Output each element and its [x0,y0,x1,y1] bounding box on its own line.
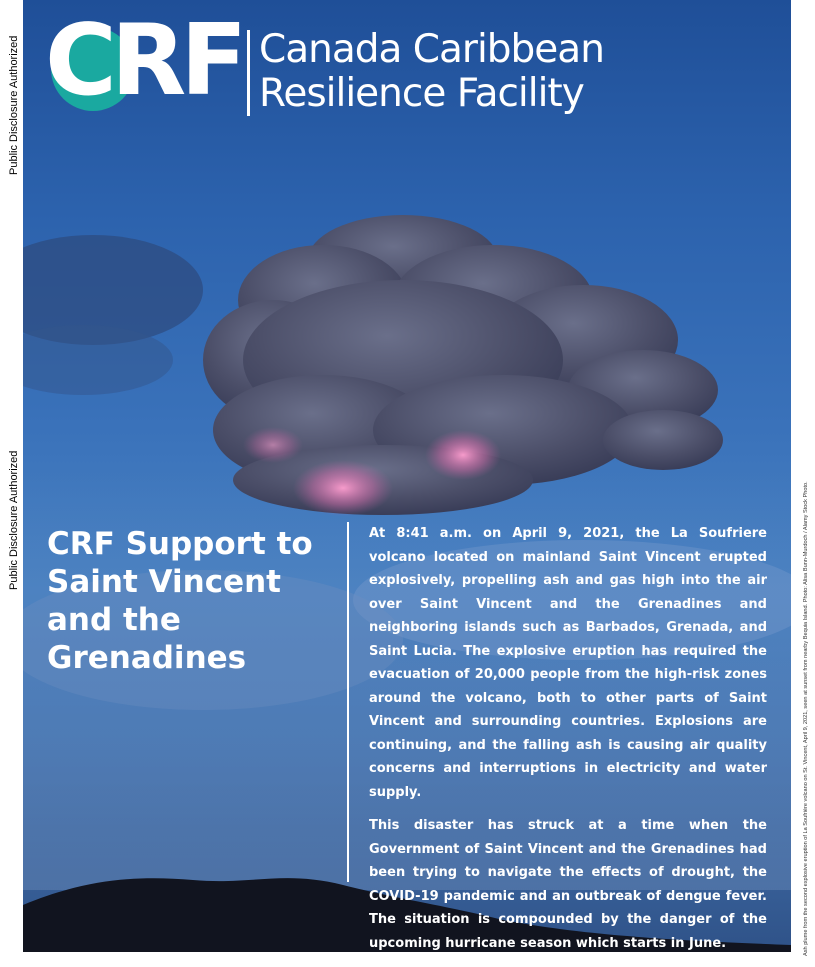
disclosure-label-bottom: Public Disclosure Authorized [8,450,20,590]
body-paragraph-1: At 8:41 a.m. on April 9, 2021, the La Soufriere volcano located on mainland Saint Vincent erupted explosively, propelling ash and gas high into the air over Saint Vincent and the Grenadines and neighboring islands such as Barbados, Grenada, and Saint Lucia. The explosive eruption has required the evacuation of 20,000 people from the high-risk zones around the volcano, both to other parts of Saint Vincent and surrounding countries. Explosions are continuing, and the falling ash is causing air quality concerns and interruptions in electricity and water supply. [369,526,767,800]
body-paragraph-2: This disaster has struck at a time when the Government of Saint Vincent and the Grenadines had been trying to navigate the effects of drought, the COVID-19 pandemic and an outbreak of dengue fever. The situation is compounded by the danger of the upcoming hurricane season which starts in June. [369,818,767,951]
logo-name [259,28,604,116]
logo-name-line1: Canada Caribbean [259,27,604,72]
page-title: CRF Support to Saint Vincent and the Grenadines [47,526,313,676]
column-divider [347,522,349,882]
body-text [369,522,767,952]
photo-caption: Ash plume from the second explosive eruption of La Soufrière volcano on St. Vincent, April 9, 2021, seen at sunset from nearby Bequia Island. Photo: Alisa Bunn-Murdoch / Alamy Stock Photo. [803,481,809,956]
cover-photo [23,0,791,952]
logo-divider [247,30,250,116]
logo-acronym: CRF [45,4,242,118]
disclosure-label-top: Public Disclosure Authorized [8,35,20,175]
logo-name-line2: Resilience Facility [259,71,584,116]
